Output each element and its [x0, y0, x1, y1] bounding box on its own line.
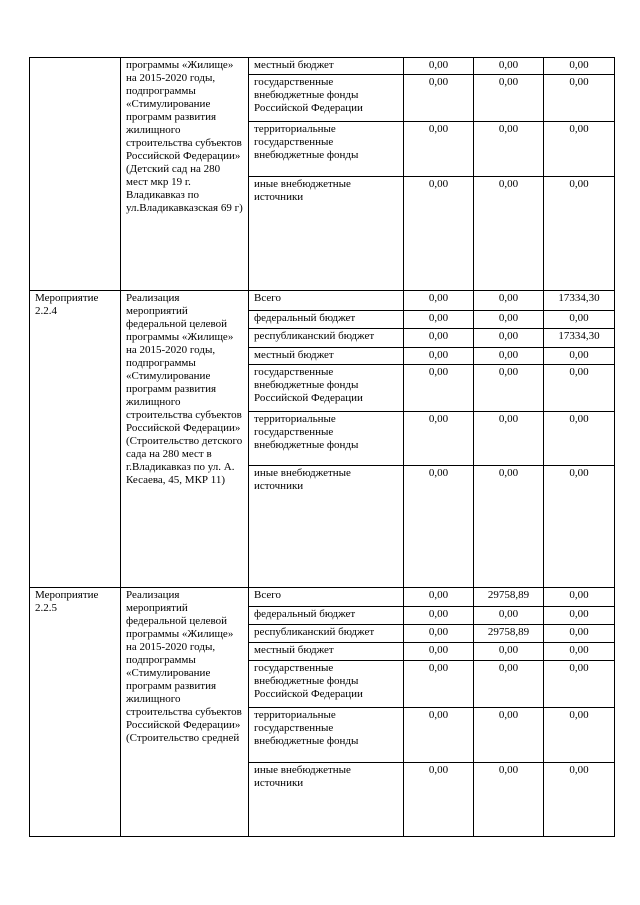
amount-cell-1: 0,00: [404, 75, 474, 122]
funding-source-cell: местный бюджет: [249, 58, 404, 75]
amount-cell-1: 0,00: [404, 708, 474, 763]
amount-cell-2: 29758,89: [474, 588, 544, 607]
amount-cell-2: 0,00: [474, 177, 544, 291]
funding-source-cell: иные внебюджетные источники: [249, 763, 404, 837]
funding-source-cell: местный бюджет: [249, 643, 404, 661]
amount-cell-2: 0,00: [474, 412, 544, 466]
activity-description-cell: Реализация мероприятий федеральной целевой программы «Жилище» на 2015-2020 годы, подпрограммы «Стимулирование программ развития жилищного строительства субъектов Российской Федерации» (Строительство средней: [121, 588, 249, 837]
amount-cell-1: 0,00: [404, 412, 474, 466]
amount-cell-1: 0,00: [404, 643, 474, 661]
amount-cell-1: 0,00: [404, 365, 474, 412]
amount-cell-2: 0,00: [474, 643, 544, 661]
funding-source-cell: Всего: [249, 588, 404, 607]
activity-id-cell: Мероприятие 2.2.5: [30, 588, 121, 837]
amount-cell-3: 0,00: [544, 607, 615, 625]
amount-cell-2: 0,00: [474, 75, 544, 122]
amount-cell-1: 0,00: [404, 625, 474, 643]
amount-cell-1: 0,00: [404, 122, 474, 177]
amount-cell-1: 0,00: [404, 588, 474, 607]
amount-cell-1: 0,00: [404, 661, 474, 708]
funding-source-cell: местный бюджет: [249, 348, 404, 365]
funding-source-cell: государственные внебюджетные фонды Российской Федерации: [249, 75, 404, 122]
funding-source-cell: федеральный бюджет: [249, 607, 404, 625]
amount-cell-2: 0,00: [474, 661, 544, 708]
activity-description-cell: Реализация мероприятий федеральной целевой программы «Жилище» на 2015-2020 годы, подпрограммы «Стимулирование программ развития жилищного строительства субъектов Российской Федерации» (Строительство детского сада на 280 мест в г.Владикавказ по ул. А. Кесаева, 45, МКР 11): [121, 291, 249, 588]
table-row: [30, 588, 615, 607]
funding-source-cell: государственные внебюджетные фонды Российской Федерации: [249, 661, 404, 708]
amount-cell-3: 0,00: [544, 412, 615, 466]
activity-description-cell: программы «Жилище» на 2015-2020 годы, подпрограммы «Стимулирование программ развития жилищного строительства субъектов Российской Федерации» (Детский сад на 280 мест мкр 19 г. Владикавказ по ул.Владикавказская 69 г): [121, 58, 249, 291]
amount-cell-2: 29758,89: [474, 625, 544, 643]
amount-cell-3: 0,00: [544, 177, 615, 291]
amount-cell-2: 0,00: [474, 291, 544, 311]
amount-cell-1: 0,00: [404, 58, 474, 75]
funding-source-cell: иные внебюджетные источники: [249, 177, 404, 291]
amount-cell-3: 0,00: [544, 466, 615, 588]
table-row: [30, 291, 615, 311]
funding-table: [29, 57, 615, 837]
amount-cell-2: 0,00: [474, 58, 544, 75]
funding-source-cell: федеральный бюджет: [249, 311, 404, 329]
amount-cell-2: 0,00: [474, 311, 544, 329]
amount-cell-3: 17334,30: [544, 291, 615, 311]
amount-cell-1: 0,00: [404, 291, 474, 311]
amount-cell-2: 0,00: [474, 763, 544, 837]
amount-cell-3: 0,00: [544, 58, 615, 75]
funding-source-cell: территориальные государственные внебюджетные фонды: [249, 122, 404, 177]
funding-source-cell: республиканский бюджет: [249, 625, 404, 643]
amount-cell-2: 0,00: [474, 122, 544, 177]
amount-cell-1: 0,00: [404, 466, 474, 588]
amount-cell-3: 0,00: [544, 311, 615, 329]
activity-id-cell: [30, 58, 121, 291]
amount-cell-3: 0,00: [544, 588, 615, 607]
amount-cell-3: 0,00: [544, 661, 615, 708]
amount-cell-3: 0,00: [544, 763, 615, 837]
funding-source-cell: территориальные государственные внебюджетные фонды: [249, 708, 404, 763]
funding-table-body: [30, 58, 615, 837]
funding-source-cell: иные внебюджетные источники: [249, 466, 404, 588]
funding-source-cell: Всего: [249, 291, 404, 311]
amount-cell-3: 17334,30: [544, 329, 615, 348]
amount-cell-1: 0,00: [404, 607, 474, 625]
amount-cell-2: 0,00: [474, 348, 544, 365]
amount-cell-3: 0,00: [544, 625, 615, 643]
table-row: [30, 58, 615, 75]
amount-cell-3: 0,00: [544, 122, 615, 177]
funding-source-cell: государственные внебюджетные фонды Российской Федерации: [249, 365, 404, 412]
amount-cell-3: 0,00: [544, 365, 615, 412]
amount-cell-2: 0,00: [474, 329, 544, 348]
activity-id-cell: Мероприятие 2.2.4: [30, 291, 121, 588]
amount-cell-2: 0,00: [474, 708, 544, 763]
amount-cell-1: 0,00: [404, 311, 474, 329]
amount-cell-2: 0,00: [474, 365, 544, 412]
amount-cell-1: 0,00: [404, 348, 474, 365]
amount-cell-2: 0,00: [474, 607, 544, 625]
amount-cell-3: 0,00: [544, 708, 615, 763]
amount-cell-1: 0,00: [404, 763, 474, 837]
amount-cell-3: 0,00: [544, 75, 615, 122]
amount-cell-3: 0,00: [544, 348, 615, 365]
amount-cell-1: 0,00: [404, 329, 474, 348]
amount-cell-1: 0,00: [404, 177, 474, 291]
funding-source-cell: территориальные государственные внебюджетные фонды: [249, 412, 404, 466]
funding-source-cell: республиканский бюджет: [249, 329, 404, 348]
amount-cell-3: 0,00: [544, 643, 615, 661]
amount-cell-2: 0,00: [474, 466, 544, 588]
